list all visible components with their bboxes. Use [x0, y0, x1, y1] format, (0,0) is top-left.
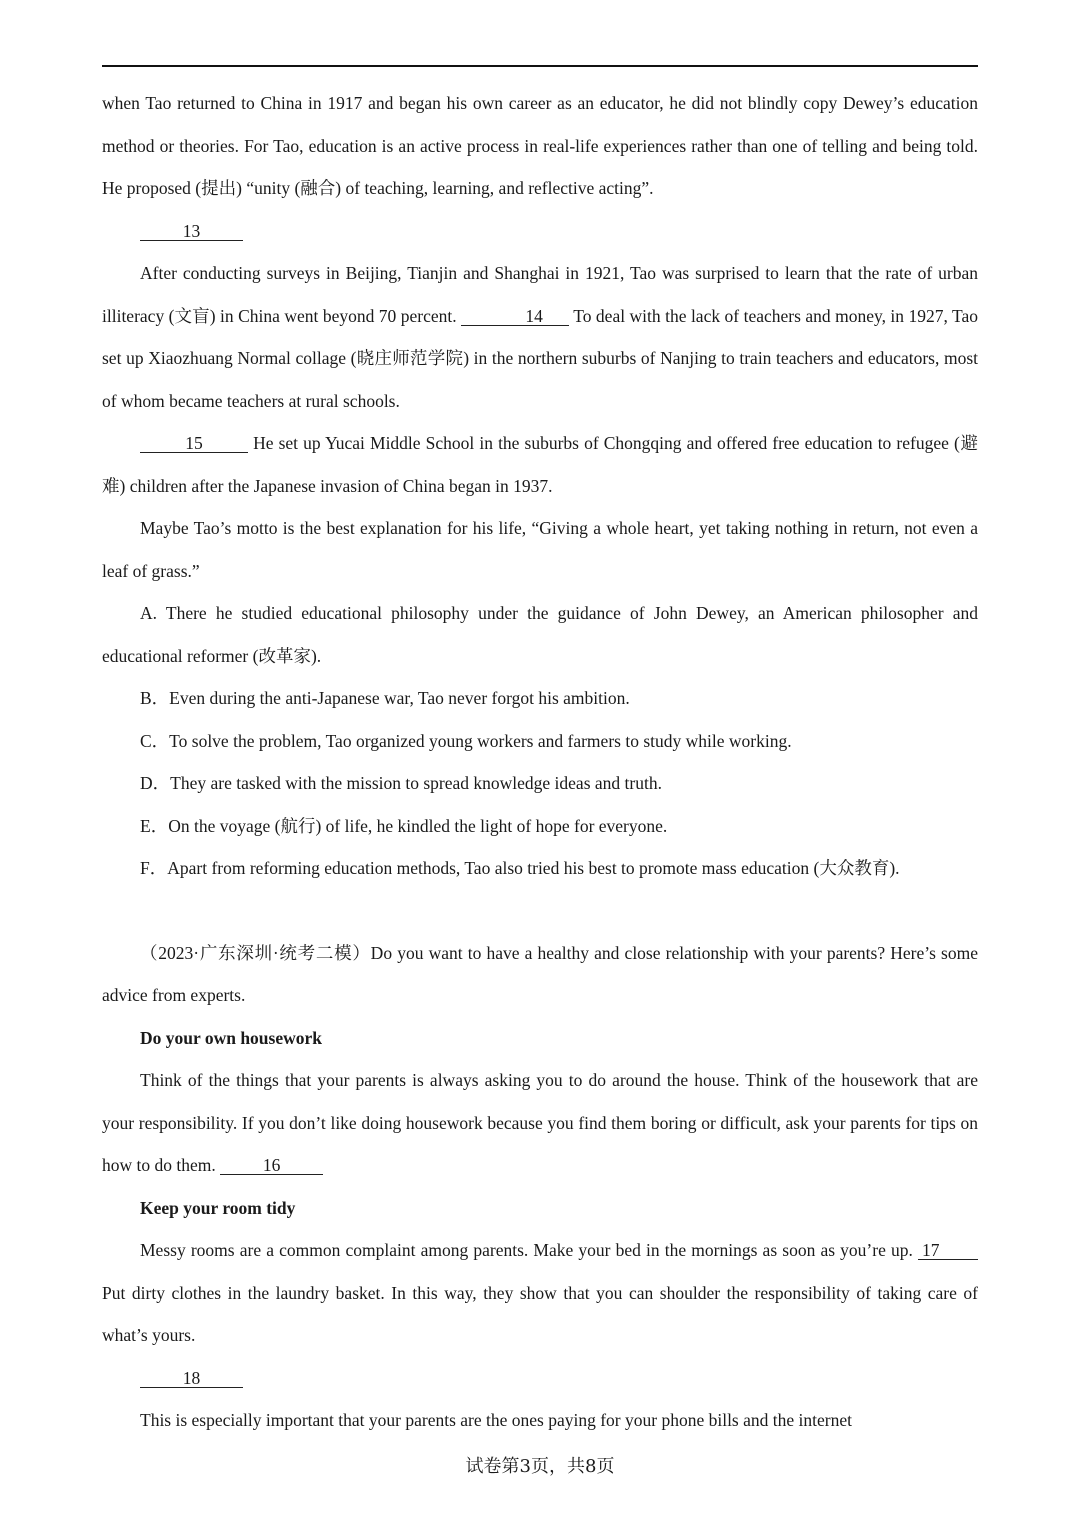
header-rule	[102, 65, 978, 67]
page-footer: 试卷第3页，共8页	[465, 1456, 615, 1477]
option-e: E．On the voyage (航行) of life, he kindled the light of hope for everyone.	[140, 815, 668, 836]
option-a: A. There he studied educational philosophy under the guidance of John Dewey, an American philosopher and educational reformer (改革家).	[102, 603, 978, 666]
paragraph-tao-return: when Tao returned to China in 1917 and began his own career as an educator, he did not blindly copy Dewey’s education method or theories. For Tao, education is an active process in real-life experiences rather than one of telling and being told. He proposed (提出) “unity (融合) of teaching, learning, and reflective acting”.	[102, 93, 978, 198]
paragraph-illiteracy	[102, 252, 978, 422]
option-c: C．To solve the problem, Tao organized young workers and farmers to study while working.	[140, 730, 792, 751]
option-b: B．Even during the anti-Japanese war, Tao never forgot his ambition.	[140, 688, 630, 708]
paragraph-yucai	[102, 422, 978, 507]
blank-18-line	[102, 1357, 978, 1400]
paragraph-phone-bills: This is especially important that your parents are the ones paying for your phone bills and the internet	[140, 1410, 852, 1430]
paragraph-housework	[102, 1059, 978, 1187]
blank-13-line	[102, 210, 978, 253]
paragraph-housework-text: Think of the things that your parents is always asking you to do around the house. Think of the housework that are your responsibility. If you don’t like doing housework because you find them boring or difficult, ask your parents for tips on how to do them.	[102, 1070, 978, 1175]
paragraph-room-tidy-text-2: Put dirty clothes in the laundry basket. In this way, they show that you can shoulder the responsibility of taking care of what’s yours.	[102, 1282, 978, 1345]
option-f: F．Apart from reforming education methods, Tao also tried his best to promote mass education (大众教育).	[140, 858, 900, 878]
paragraph-motto: Maybe Tao’s motto is the best explanation for his life, “Giving a whole heart, yet taking nothing in return, not even a leaf of grass.”	[102, 518, 978, 581]
section-gap	[102, 890, 978, 932]
document-body	[102, 82, 978, 1442]
answer-blank-15[interactable]: 15	[140, 434, 248, 453]
option-d: D．They are tasked with the mission to spread knowledge ideas and truth.	[140, 773, 662, 793]
heading-housework: Do your own housework	[140, 1027, 322, 1048]
answer-blank-17[interactable]: 17	[918, 1241, 978, 1260]
paragraph-illiteracy-text-1: After conducting surveys in Beijing, Tianjin and Shanghai in 1921, Tao was surprised to learn that the rate of urban illiteracy (文盲) in China went beyond 70 percent.	[102, 263, 978, 326]
paragraph-room-tidy-text-1: Messy rooms are a common complaint among parents. Make your bed in the mornings as soon as you’re up.	[140, 1240, 918, 1260]
heading-room-tidy: Keep your room tidy	[140, 1197, 296, 1218]
answer-blank-16[interactable]: 16	[220, 1156, 323, 1175]
paragraph-yucai-text: He set up Yucai Middle School in the suburbs of Chongqing and offered free education to refugee (避难) children after the Japanese invasion of China began in 1937.	[102, 433, 978, 496]
answer-blank-13[interactable]: 13	[140, 222, 243, 241]
answer-blank-18[interactable]: 18	[140, 1369, 243, 1388]
paragraph-illiteracy-text-2: To deal with the lack of teachers and money, in 1927, Tao set up Xiaozhuang Normal collage (晓庄师范学院) in the northern suburbs of Nanjing to train teachers and educators, most of whom became teachers at rural schools.	[102, 305, 979, 411]
passage2-intro: （2023·广东深圳·统考二模）Do you want to have a healthy and close relationship with your parents? Here’s some advice from experts.	[102, 942, 978, 1005]
paragraph-room-tidy	[102, 1229, 978, 1357]
answer-blank-14[interactable]: 14	[461, 307, 569, 326]
